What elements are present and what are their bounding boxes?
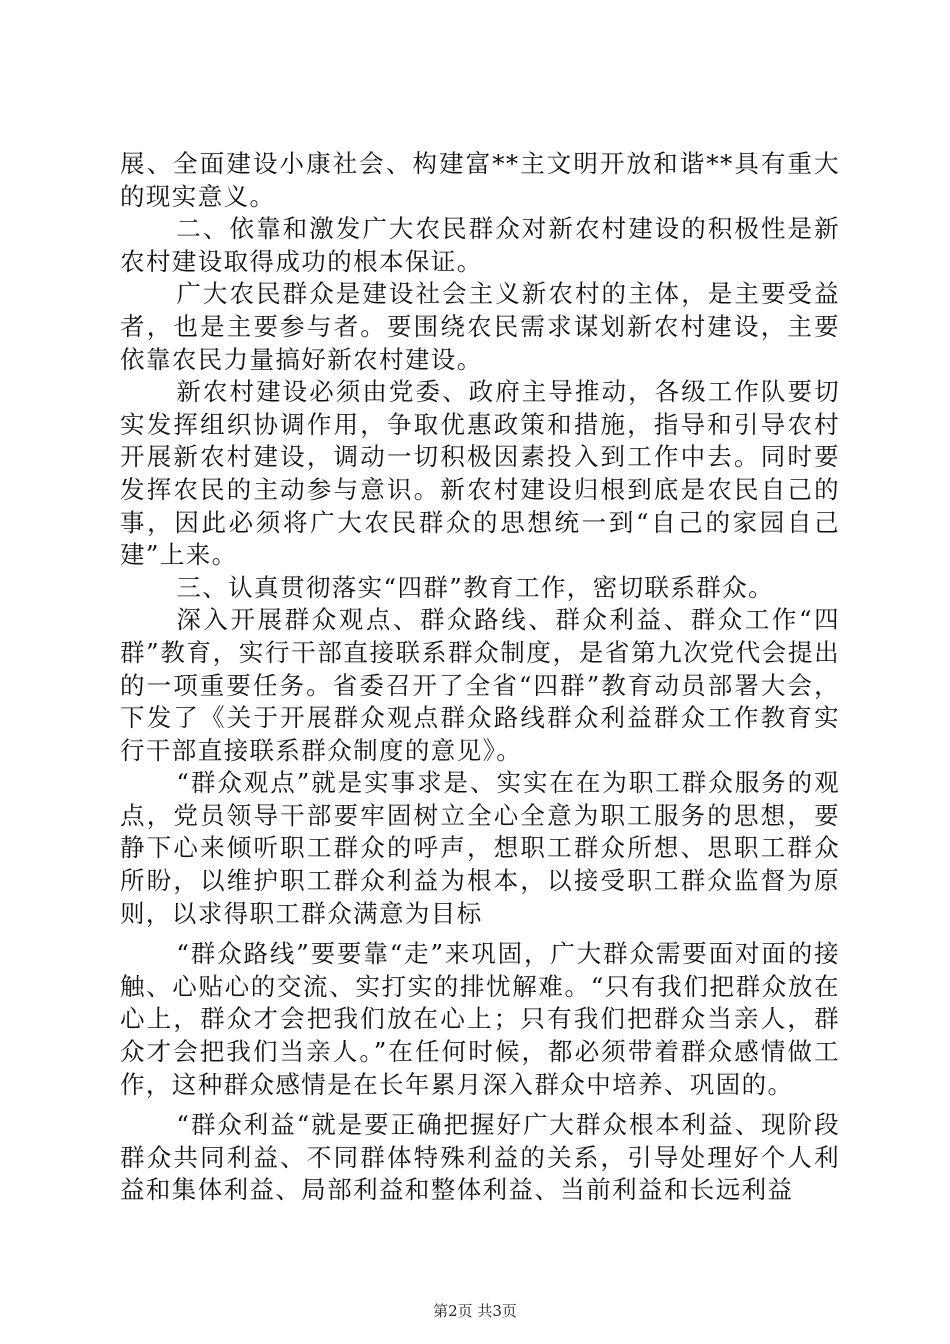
- section-heading-3: 三、认真贯彻落实“四群”教育工作，密切联系群众。: [176, 572, 774, 602]
- paragraph: 深入开展群众观点、群众路线、群众利益、群众工作“四群”教育，实行干部直接联系群众制度，是省第九次党代会提出的一项重要任务。省委召开了全省“四群”教育动员部署大会，下发了《关于开展群众观点群众路线群众利益群众工作教育实行干部直接联系群众制度的意见》。: [120, 605, 840, 765]
- paragraph: “群众观点”就是实事求是、实实在在为职工群众服务的观点，党员领导干部要牢固树立全心全意为职工服务的思想，要静下心来倾听职工群众的呼声，想职工群众所想、思职工群众所盼，以维护职工群众利益为根本，以接受职工群众监督为原则，以求得职工群众满意为目标: [120, 768, 840, 928]
- paragraph: “群众利益“就是要正确把握好广大群众根本利益、现阶段群众共同利益、不同群体特殊利益的关系，引导处理好个人利益和集体利益、局部利益和整体利益、当前利益和长远利益: [120, 1110, 840, 1205]
- paragraph: 广大农民群众是建设社会主义新农村的主体，是主要受益者，也是主要参与者。要围绕农民需求谋划新农村建设，主要依靠农民力量搞好新农村建设。: [120, 279, 840, 374]
- paragraph-continuation: 展、全面建设小康社会、构建富**主文明开放和谐**具有重大的现实意义。: [120, 149, 840, 211]
- page-footer: 第2页 共3页: [433, 1302, 517, 1320]
- section-heading-2: 二、依靠和激发广大农民群众对新农村建设的积极性是新农村建设取得成功的根本保证。: [120, 214, 840, 276]
- document-body: [120, 148, 840, 1207]
- paragraph: 新农村建设必须由党委、政府主导推动，各级工作队要切实发挥组织协调作用，争取优惠政策和措施，指导和引导农村开展新农村建设，调动一切积极因素投入到工作中去。同时要发挥农民的主动参与意识。新农村建设归根到底是农民自己的事，因此必须将广大农民群众的思想统一到“自己的家园自己建”上来。: [120, 377, 840, 570]
- paragraph: “群众路线”要要靠“走”来巩固，广大群众需要面对面的接触、心贴心的交流、实打实的排忧解难。“只有我们把群众放在心上，群众才会把我们放在心上；只有我们把群众当亲人，群众才会把我们当亲人。”在任何时候，都必须带着群众感情做工作，这种群众感情是在长年累月深入群众中培养、巩固的。: [120, 939, 840, 1099]
